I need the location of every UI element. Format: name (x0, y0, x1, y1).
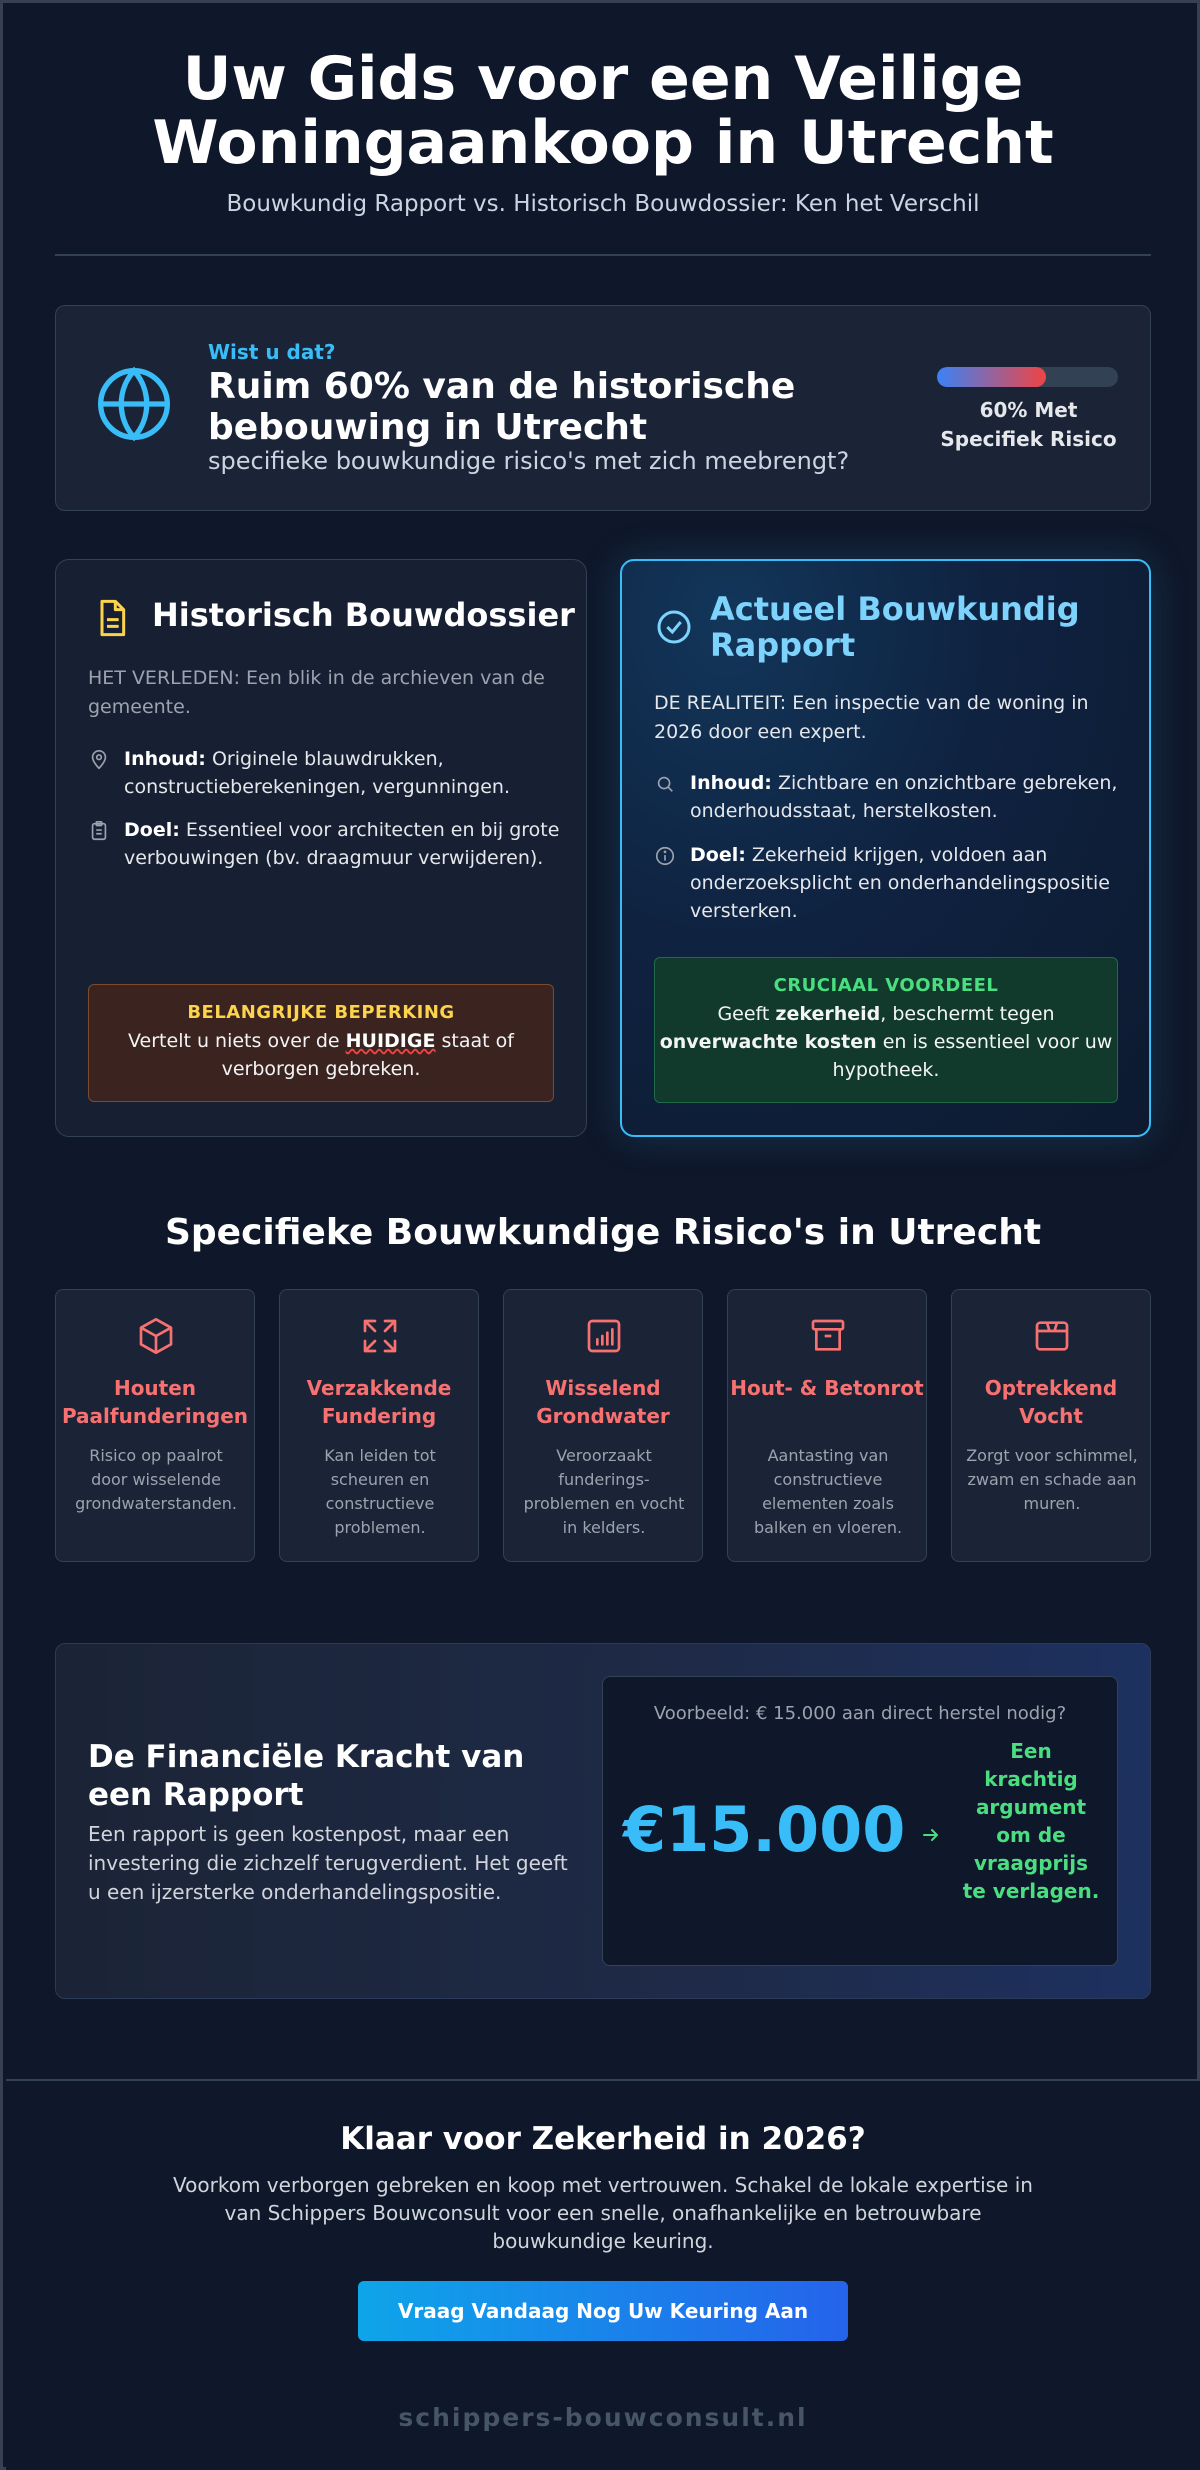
risk-meter-fill (937, 367, 1046, 387)
risk-card (727, 1289, 927, 1562)
financial-example-box (602, 1676, 1118, 1966)
expand-arrows-icon (360, 1316, 400, 1356)
dossier-title: Historisch Bouwdossier (152, 596, 575, 634)
financial-amount: €15.000 (623, 1793, 906, 1866)
limitation-text-post: staat of verborgen gebreken. (221, 1030, 514, 1080)
risk-name: Verzakkende Fundering (306, 1376, 452, 1428)
limitation-text-pre: Vertelt u niets over de (128, 1030, 346, 1052)
risk-card (503, 1289, 703, 1562)
risk-name: Wisselend Grondwater (536, 1376, 670, 1428)
clipboard-icon (88, 820, 110, 842)
rapport-goal-text: Zekerheid krijgen, voldoen aan onderzoeksplicht en onderhandelingspositie versterken. (690, 844, 1110, 922)
risks-title: Specifieke Bouwkundige Risico's in Utrecht (164, 1212, 1042, 1253)
request-inspection-button[interactable]: Vraag Vandaag Nog Uw Keuring Aan (358, 2281, 848, 2341)
rapport-intro: DE REALITEIT: Een inspectie van de woning in 2026 door een expert. (654, 692, 1089, 743)
rapport-content-label: Inhoud: (690, 772, 772, 794)
rapport-content-text: Zichtbare en onzichtbare gebreken, onderhoudsstaat, herstelkosten. (690, 772, 1118, 822)
financial-title: De Financiële Kracht van een Rapport (88, 1739, 525, 1813)
advantage-text-mid: , beschermt tegen (880, 1003, 1055, 1025)
advantage-text-post: en is essentieel voor uw hypotheek. (832, 1031, 1113, 1081)
arrow-right-icon (921, 1827, 941, 1843)
risk-description: Kan leiden tot scheuren en constructieve problemen. (324, 1446, 436, 1537)
advantage-text-pre: Geeft (717, 1003, 776, 1025)
risk-description: Zorgt voor schimmel, zwam en schade aan muren. (966, 1446, 1138, 1513)
risk-description: Veroorzaakt funderings-problemen en vocht in kelders. (523, 1446, 685, 1537)
dossier-goal-label: Doel: (124, 819, 180, 841)
fact-panel (55, 305, 1151, 511)
risk-meter-label: 60% Met Specifiek Risico (940, 398, 1117, 451)
limitation-title: BELANGRIJKE BEPERKING (187, 1002, 455, 1023)
risk-name: Houten Paalfunderingen (61, 1376, 249, 1428)
financial-panel (55, 1643, 1151, 1999)
page-subtitle: Bouwkundig Rapport vs. Historisch Bouwdossier: Ken het Verschil (226, 191, 980, 217)
financial-example: Voorbeeld: € 15.000 aan direct herstel nodig? (653, 1703, 1067, 1724)
risk-name: Hout- & Betonrot (730, 1376, 924, 1400)
search-icon (654, 773, 676, 795)
fact-headline: Ruim 60% van de historische bebouwing in Utrecht (208, 366, 796, 448)
dossier-card (55, 559, 587, 1137)
financial-argument: Een krachtig argument om de vraagprijs te verlagen. (962, 1739, 1100, 1903)
advantage-emphasis-1: zekerheid (775, 1003, 881, 1025)
rapport-card (620, 559, 1151, 1137)
dossier-content-label: Inhoud: (124, 748, 206, 770)
cta-title: Klaar voor Zekerheid in 2026? (340, 2121, 866, 2157)
advantage-callout (654, 957, 1118, 1103)
cube-icon (136, 1316, 176, 1356)
risk-name: Optrekkend Vocht (984, 1376, 1118, 1428)
cta-section (6, 2079, 1200, 2470)
rapport-goal-label: Doel: (690, 844, 746, 866)
check-circle-icon (654, 607, 694, 647)
risk-card (279, 1289, 479, 1562)
dossier-goal-text: Essentieel voor architecten en bij grote verbouwingen (bv. draagmuur verwijderen). (124, 819, 560, 869)
risk-description: Risico op paalrot door wisselende grondwaterstanden. (75, 1446, 237, 1513)
risk-card (55, 1289, 255, 1562)
document-icon (92, 598, 132, 638)
map-pin-icon (88, 749, 110, 771)
divider (55, 254, 1151, 256)
info-icon (654, 845, 676, 867)
risk-card (951, 1289, 1151, 1562)
risk-description: Aantasting van constructieve elementen zoals balken en vloeren. (753, 1446, 903, 1537)
financial-body: Een rapport is geen kostenpost, maar een investering die zichzelf terugverdient. Het geeft u een ijzersterke onderhandelingspositie. (88, 1822, 568, 1904)
cta-body: Voorkom verborgen gebreken en koop met vertrouwen. Schakel de lokale expertise in van Schippers Bouwconsult voor een snelle, onafhankelijke en betrouwbare bouwkundige keuring. (173, 2173, 1033, 2253)
dossier-content-text: Originele blauwdrukken, constructieberekeningen, vergunningen. (124, 748, 511, 798)
site-url[interactable]: schippers-bouwconsult.nl (398, 2403, 808, 2432)
rapport-title: Actueel Bouwkundig Rapport (710, 590, 1080, 664)
globe-icon (94, 364, 174, 444)
box-icon (1032, 1316, 1072, 1356)
fact-eyebrow: Wist u dat? (208, 340, 336, 364)
limitation-callout (88, 984, 554, 1102)
archive-box-icon (808, 1316, 848, 1356)
limitation-emphasis: HUIDIGE (345, 1030, 436, 1052)
page-title: Uw Gids voor een Veilige Woningaankoop in Utrecht (152, 44, 1054, 178)
signal-bars-icon (584, 1316, 624, 1356)
advantage-emphasis-2: onverwachte kosten (659, 1031, 877, 1053)
fact-body: specifieke bouwkundige risico's met zich meebrengt? (208, 447, 850, 475)
risk-meter (937, 367, 1118, 387)
dossier-intro: HET VERLEDEN: Een blik in de archieven van de gemeente. (88, 667, 545, 718)
advantage-title: CRUCIAAL VOORDEEL (773, 975, 999, 996)
